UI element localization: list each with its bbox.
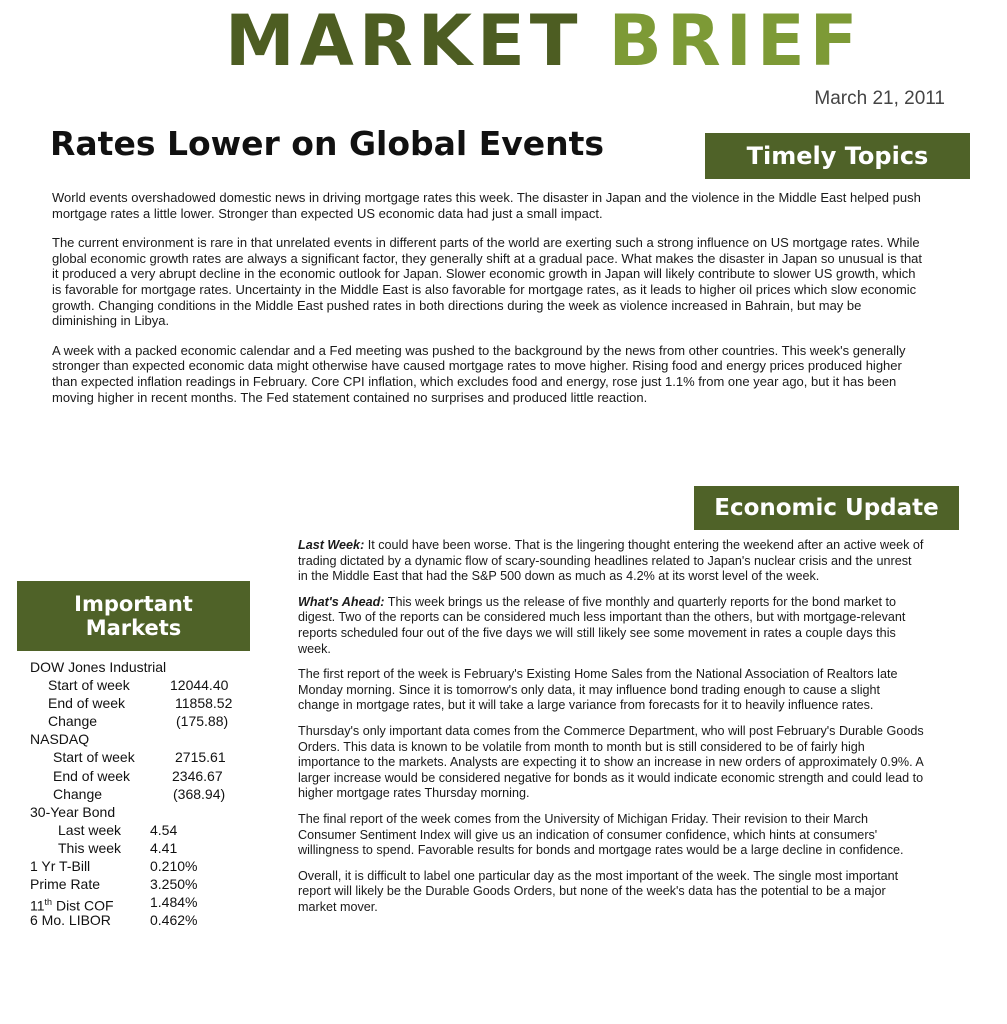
dow-start-value: 12044.40	[170, 677, 229, 694]
important-markets-banner	[17, 581, 250, 651]
update-paragraph: Overall, it is difficult to label one particular day as the most important of the week. The single most important report will likely be the Durable Goods Orders, but none of the week's data has the potential to be a major market mover.	[298, 868, 899, 914]
market-row	[30, 730, 260, 748]
prime-value: 3.250%	[150, 876, 198, 893]
dow-end-label: End of week	[48, 695, 126, 712]
nasdaq-change-value: (368.94)	[173, 785, 226, 802]
timely-topics-banner	[705, 133, 970, 179]
important-markets-line1: Important	[74, 592, 193, 616]
market-row	[30, 658, 260, 676]
dow-label: DOW Jones Industrial	[30, 659, 167, 675]
tbill-label: 1 Yr T-Bill	[30, 858, 91, 875]
dow-change-label: Change	[48, 713, 98, 730]
economic-update-banner	[694, 486, 959, 530]
nasdaq-start-value: 2715.61	[175, 749, 226, 766]
nasdaq-change-label: Change	[53, 785, 103, 802]
update-paragraph: Thursday's only important data comes from the Commerce Department, who will post February's Durable Goods Orders. This data is known to be volatile from month to month but is still considered to be of fairly high importance to the markets. Analysts are expecting it to show an increase in new orders of approximately 0.9%. A larger increase would be considered negative for bonds as it would indicate economic strength and could lead to higher mortgage rates Thursday morning.	[298, 723, 924, 801]
nasdaq-label: NASDAQ	[30, 731, 90, 748]
cof-prefix: 11	[30, 897, 45, 914]
bond-label: 30-Year Bond	[30, 803, 116, 820]
nasdaq-end-label: End of week	[53, 767, 131, 784]
last-week-paragraph	[298, 538, 924, 585]
market-row	[30, 767, 260, 785]
nasdaq-start-label: Start of week	[53, 749, 135, 766]
intro-paragraph: The current environment is rare in that unrelated events in different parts of the world are exerting such a strong influence on US mortgage rates. While global economic growth rates are always a significant factor, they generally shift at a gradual pace. What makes the disaster in Japan so unusual is that it produced a very abrupt decline in the economic outlook for Japan. Slower economic growth in Japan will likely contribute to slower US growth, which is favorable for mortgage rates. Uncertainty in the Middle East is also favorable for mortgage rates, as it leads to higher oil prices which slow economic growth. Changing conditions in the Middle East pushed rates in both directions during the week as violence increased in Bahrain, but may be diminishing in Libya.	[52, 235, 923, 329]
page-headline: Rates Lower on Global Events	[50, 124, 605, 163]
libor-label: 6 Mo. LIBOR	[30, 912, 111, 929]
update-paragraph: The final report of the week comes from the University of Michigan Friday. Their revision to their March Consumer Sentiment Index will give us an indication of consumer confidence, which hints at consumers' willingness to spend. Favorable results for bonds and mortgage rates would be a large decline in confidence.	[298, 811, 904, 858]
masthead-title	[225, 2, 862, 80]
update-paragraph: The first report of the week is February's Existing Home Sales from the National Association of Realtors late Monday morning. Since it is tomorrow's only data, it may influence bond trading enough to cause a slight change in mortgage rates, but it will take a large variance from forecasts for it to heavily influence rates.	[298, 667, 898, 713]
market-row	[30, 748, 260, 766]
market-row	[30, 821, 260, 839]
bond-this-label: This week	[58, 839, 122, 856]
tbill-value: 0.210%	[150, 858, 198, 875]
market-row	[30, 893, 260, 914]
market-row	[30, 785, 260, 803]
economic-update-section	[298, 538, 924, 925]
whats-ahead-paragraph	[298, 595, 924, 657]
intro-section	[52, 190, 928, 419]
important-markets-line2: Markets	[85, 616, 182, 640]
masthead-brief: BRIEF	[608, 0, 863, 82]
market-row	[30, 694, 260, 712]
market-row	[30, 712, 260, 730]
bond-last-label: Last week	[58, 821, 122, 838]
intro-paragraph: World events overshadowed domestic news in driving mortgage rates this week. The disaster in Japan and the violence in the Middle East helped push mortgage rates a little lower. Stronger than expected US economic data had just a small impact.	[52, 190, 921, 221]
market-row	[30, 803, 260, 821]
prime-label: Prime Rate	[30, 876, 101, 893]
dow-change-value: (175.88)	[176, 713, 229, 730]
market-row	[30, 911, 260, 929]
cof-value: 1.484%	[150, 894, 198, 911]
dow-end-value: 11858.52	[175, 695, 233, 712]
last-week-text: It could have been worse. That is the lingering thought entering the weekend after an active week of trading dictated by a dynamic flow of scary-sounding headlines related to Japan's nuclear crisis and the unrest in the Middle East that had the S&P 500 down as much as 4.2% at its worst level of the week.	[298, 538, 924, 584]
libor-value: 0.462%	[150, 912, 198, 929]
markets-table	[30, 658, 260, 929]
nasdaq-end-value: 2346.67	[172, 767, 223, 784]
issue-date: March 21, 2011	[814, 88, 945, 109]
cof-suffix: Dist COF	[52, 897, 114, 914]
market-row	[30, 676, 260, 694]
market-row	[30, 839, 260, 857]
intro-paragraph: A week with a packed economic calendar and a Fed meeting was pushed to the background by the news from other countries. This week's generally stronger than expected economic data might otherwise have caused mortgage rates to move higher. Rising food and energy prices produced higher than expected inflation readings in February. Core CPI inflation, which excludes food and energy, rose just 1.1% from one year ago, but it has been moving higher in recent months. The Fed statement contained no surprises and produced little reaction.	[52, 342, 906, 405]
whats-ahead-text: This week brings us the release of five monthly and quarterly reports for the bond market to digest. Two of the reports can be considered much less important than the others, but with mortgage-relevant reports scheduled four out of the five days we will still likely see some movement in rates a couple days this week.	[298, 594, 906, 656]
economic-update-label: Economic Update	[714, 495, 939, 521]
bond-this-value: 4.41	[150, 839, 178, 856]
last-week-lead: Last Week:	[298, 538, 365, 552]
dow-start-label: Start of week	[48, 677, 130, 694]
masthead-market: MARKET	[225, 0, 583, 82]
timely-topics-label: Timely Topics	[746, 142, 929, 170]
market-row	[30, 875, 260, 893]
cof-sup: th	[44, 897, 53, 908]
market-row	[30, 857, 260, 875]
whats-ahead-lead: What's Ahead:	[298, 594, 385, 609]
bond-last-value: 4.54	[150, 821, 178, 838]
